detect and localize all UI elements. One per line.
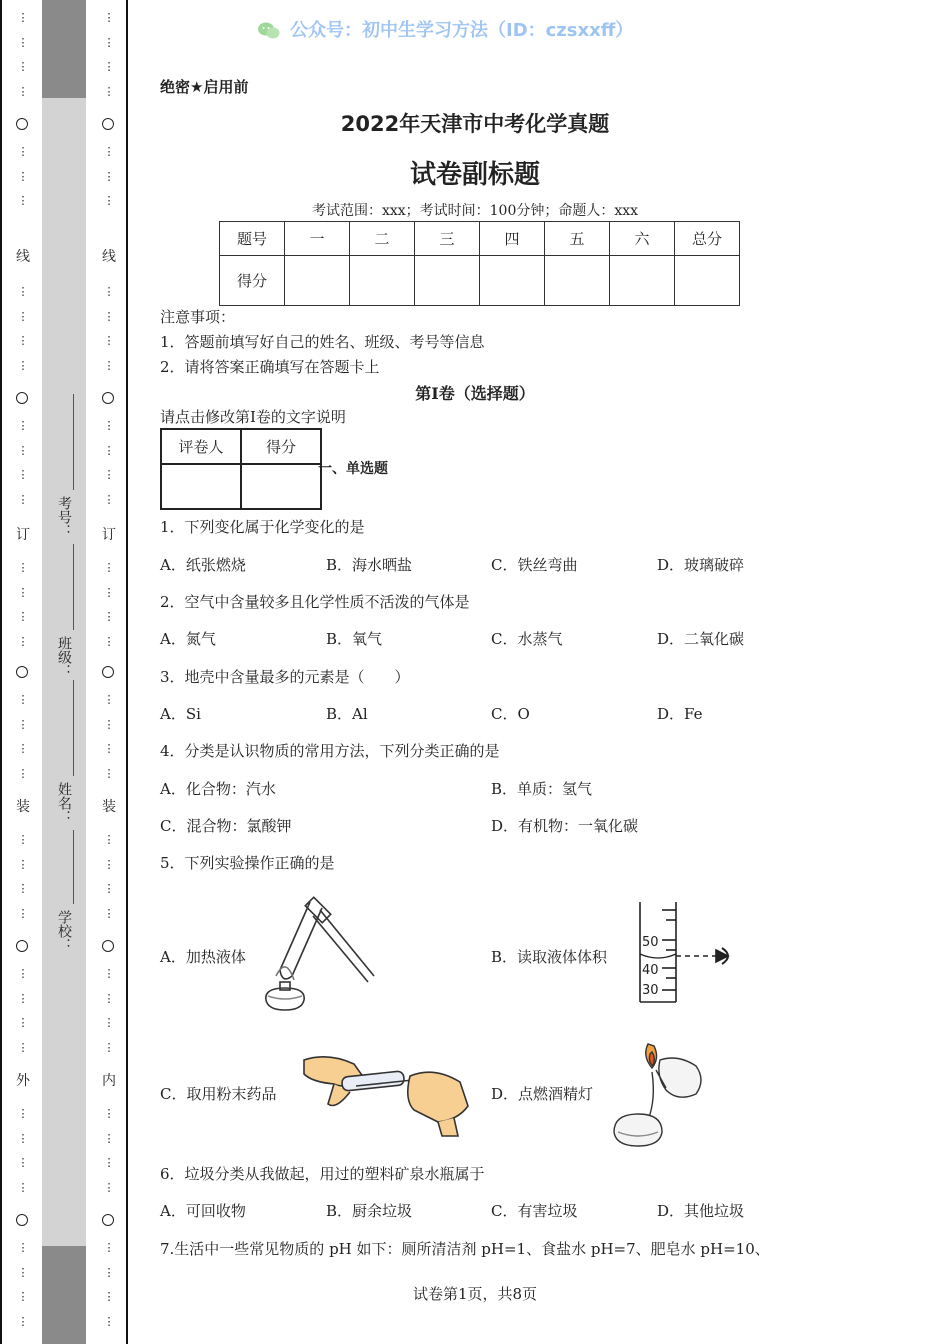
heating-liquid-figure — [258, 896, 382, 1016]
outer-char-zhuang: 装 — [16, 799, 30, 815]
page-title: 2022年天津市中考化学真题 — [340, 112, 610, 136]
option[interactable]: B．氧气 — [326, 630, 383, 648]
wechat-icon — [258, 22, 280, 40]
option[interactable]: A．纸张燃烧 — [160, 556, 246, 574]
score-header: 二 — [350, 222, 415, 256]
grader-table — [160, 428, 322, 510]
score-header: 四 — [480, 222, 545, 256]
score-cell[interactable] — [350, 256, 415, 306]
note-item: 2．请将答案正确填写在答题卡上 — [160, 358, 380, 376]
confidential-mark: 绝密★启用前 — [160, 78, 249, 96]
inner-char-zhuang: 装 — [102, 799, 116, 815]
score-header: 五 — [545, 222, 610, 256]
cylinder-mark-50: 50 — [642, 935, 659, 950]
outer-circle — [16, 1214, 28, 1226]
alcohol-lamp-figure — [608, 1040, 712, 1150]
question-stem: 6．垃圾分类从我做起，用过的塑料矿泉水瓶属于 — [160, 1165, 485, 1183]
option[interactable]: C．水蒸气 — [491, 630, 563, 648]
field-school: 学校： — [56, 910, 72, 952]
option[interactable]: D．二氧化碳 — [657, 630, 745, 648]
cylinder-mark-40: 40 — [642, 963, 659, 978]
question-stem: 1．下列变化属于化学变化的是 — [160, 518, 365, 536]
grader-header: 评卷人 — [161, 429, 241, 464]
option[interactable]: B．厨余垃圾 — [326, 1202, 413, 1220]
score-header: 总分 — [675, 222, 740, 256]
option[interactable]: D．点燃酒精灯 — [491, 1085, 594, 1103]
option[interactable]: A．加热液体 — [160, 948, 246, 966]
section-desc: 请点击修改第I卷的文字说明 — [160, 408, 346, 426]
cylinder-mark-30: 30 — [642, 983, 659, 998]
grader-header: 得分 — [241, 429, 321, 464]
option[interactable]: D．有机物：一氧化碳 — [491, 817, 639, 835]
inner-char-nei: 内 — [102, 1073, 116, 1089]
inner-char-line: 线 — [102, 249, 116, 265]
inner-char-ding: 订 — [102, 527, 116, 543]
outer-dotted-column: ⋮ ⋮ ⋮ ⋮ ⋮ ⋮ ⋮ 线 ⋮ ⋮ ⋮ ⋮ ⋮ ⋮ ⋮ ⋮ 订 ⋮ ⋮ ⋮ ⋮ ⋮ ⋮ ⋮ ⋮ 装 ⋮ ⋮ ⋮ ⋮ ⋮ ⋮ ⋮ ⋮ 外 ⋮ ⋮ ⋮ ⋮ ⋮ ⋮ ⋮ ⋮ — [16, 11, 30, 1329]
outer-char-line: 线 — [16, 249, 30, 265]
score-cell[interactable] — [480, 256, 545, 306]
score-cell[interactable] — [285, 256, 350, 306]
question-stem: 7.生活中一些常见物质的 pH 如下：厕所清洁剂 pH=1、食盐水 pH=7、肥皂水 pH=10、 — [160, 1240, 770, 1258]
score-table — [219, 221, 740, 306]
option[interactable]: D．Fe — [657, 705, 703, 723]
grader-cell[interactable] — [241, 464, 321, 509]
score-cell[interactable] — [545, 256, 610, 306]
question-stem: 2．空气中含量较多且化学性质不活泼的气体是 — [160, 593, 470, 611]
watermark: 公众号：初中生学习方法（ID：czsxxff） — [258, 16, 633, 42]
page-footer: 试卷第1页，共8页 — [412, 1285, 538, 1303]
outer-circle — [16, 940, 28, 952]
outer-char-wai: 外 — [16, 1073, 30, 1089]
field-exam-number: 考号： — [56, 496, 72, 538]
section-title: 第I卷（选择题） — [415, 384, 535, 403]
score-cell[interactable] — [610, 256, 675, 306]
option[interactable]: B．读取液体体积 — [491, 948, 608, 966]
question-stem: 5．下列实验操作正确的是 — [160, 854, 335, 872]
score-header: 一 — [285, 222, 350, 256]
option[interactable]: C．O — [491, 705, 530, 723]
powder-figure — [298, 1048, 474, 1138]
option[interactable]: B．海水晒盐 — [326, 556, 413, 574]
option[interactable]: B．单质：氢气 — [491, 780, 593, 798]
note-item: 1．答题前填写好自己的姓名、班级、考号等信息 — [160, 333, 485, 351]
option[interactable]: A．化合物：汽水 — [160, 780, 276, 798]
option[interactable]: D．玻璃破碎 — [657, 556, 745, 574]
question-stem: 4．分类是认识物质的常用方法，下列分类正确的是 — [160, 742, 500, 760]
option[interactable]: C．铁丝弯曲 — [491, 556, 578, 574]
option[interactable]: D．其他垃圾 — [657, 1202, 745, 1220]
field-name: 姓名： — [56, 782, 72, 824]
question-stem: 3．地壳中含量最多的元素是（ ） — [160, 668, 410, 686]
field-class: 班级： — [56, 636, 72, 678]
score-header: 题号 — [220, 222, 285, 256]
option[interactable]: C．有害垃圾 — [491, 1202, 578, 1220]
score-cell[interactable] — [675, 256, 740, 306]
option[interactable]: A．可回收物 — [160, 1202, 246, 1220]
grader-cell[interactable] — [161, 464, 241, 509]
score-header: 三 — [415, 222, 480, 256]
option[interactable]: C．取用粉末药品 — [160, 1085, 277, 1103]
exam-info: 考试范围：xxx；考试时间：100分钟；命题人：xxx — [311, 203, 639, 219]
page-subtitle: 试卷副标题 — [409, 160, 540, 190]
option[interactable]: B．Al — [326, 705, 368, 723]
score-header: 六 — [610, 222, 675, 256]
outer-circle — [16, 666, 28, 678]
score-row-label: 得分 — [220, 256, 285, 306]
option[interactable]: A．氮气 — [160, 630, 216, 648]
option[interactable]: C．混合物：氯酸钾 — [160, 817, 292, 835]
section-heading: 一、单选题 — [318, 461, 388, 477]
score-cell[interactable] — [415, 256, 480, 306]
notes-title: 注意事项： — [160, 308, 236, 326]
graduated-cylinder-figure — [636, 900, 740, 1006]
outer-char-ding: 订 — [16, 527, 30, 543]
inner-dotted-column: ⋮ ⋮ ⋮ ⋮ ⋮ ⋮ ⋮ 线 ⋮ ⋮ ⋮ ⋮ ⋮ ⋮ ⋮ ⋮ 订 ⋮ ⋮ ⋮ ⋮ ⋮ ⋮ ⋮ ⋮ 装 ⋮ ⋮ ⋮ ⋮ ⋮ ⋮ ⋮ ⋮ 内 ⋮ ⋮ ⋮ ⋮ ⋮ ⋮ ⋮ ⋮ — [102, 11, 116, 1329]
option[interactable]: A．Si — [160, 705, 201, 723]
